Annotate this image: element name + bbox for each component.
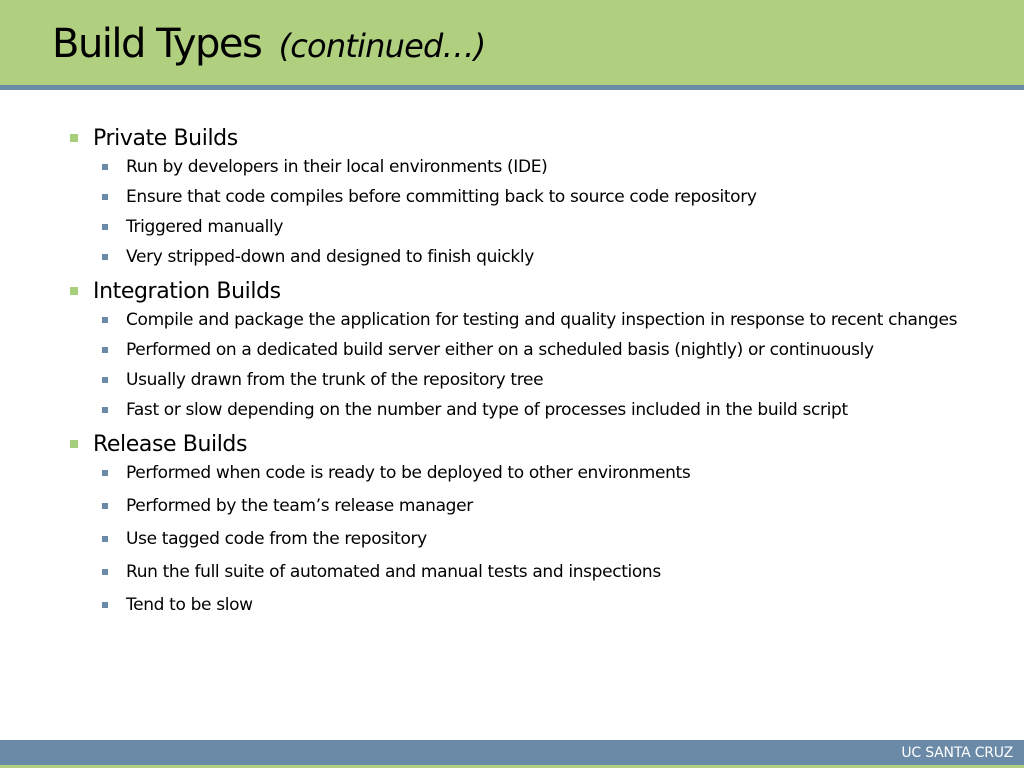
list-item: Ensure that code compiles before committing back to source code repository — [68, 185, 968, 210]
list-item: Run the full suite of automated and manual tests and inspections — [68, 560, 968, 585]
title-subtitle: (continued…) — [278, 27, 486, 65]
square-bullet-icon — [102, 224, 108, 230]
footer-label: UC SANTA CRUZ — [901, 745, 1013, 761]
title-divider — [0, 85, 1024, 90]
list-item: Run by developers in their local environments (IDE) — [68, 155, 968, 180]
square-bullet-icon — [102, 602, 108, 608]
section-heading: Integration Builds — [68, 275, 968, 308]
list-item: Compile and package the application for testing and quality inspection in response to recent changes — [68, 308, 968, 333]
list-item: Performed when code is ready to be deployed to other environments — [68, 461, 968, 486]
section-integration-builds — [68, 275, 968, 423]
bullet-list — [68, 122, 968, 626]
list-item: Triggered manually — [68, 215, 968, 240]
square-bullet-icon — [102, 317, 108, 323]
list-item: Use tagged code from the repository — [68, 527, 968, 552]
title-main: Build Types — [52, 21, 262, 67]
square-bullet-icon — [102, 470, 108, 476]
footer-bar — [0, 740, 1024, 765]
square-bullet-icon — [102, 347, 108, 353]
slide-title — [52, 16, 485, 74]
square-bullet-icon — [102, 503, 108, 509]
square-bullet-icon — [102, 194, 108, 200]
section-private-builds — [68, 122, 968, 270]
list-item: Usually drawn from the trunk of the repository tree — [68, 368, 968, 393]
square-bullet-icon — [70, 287, 78, 295]
square-bullet-icon — [102, 569, 108, 575]
square-bullet-icon — [70, 440, 78, 448]
list-item: Very stripped-down and designed to finish quickly — [68, 245, 968, 270]
section-heading: Private Builds — [68, 122, 968, 155]
square-bullet-icon — [102, 377, 108, 383]
section-release-builds — [68, 428, 968, 618]
list-item: Fast or slow depending on the number and type of processes included in the build script — [68, 398, 968, 423]
square-bullet-icon — [102, 407, 108, 413]
square-bullet-icon — [102, 536, 108, 542]
list-item: Performed on a dedicated build server either on a scheduled basis (nightly) or continuously — [68, 338, 968, 363]
list-item: Performed by the team’s release manager — [68, 494, 968, 519]
square-bullet-icon — [102, 254, 108, 260]
square-bullet-icon — [102, 164, 108, 170]
list-item: Tend to be slow — [68, 593, 968, 618]
square-bullet-icon — [70, 134, 78, 142]
section-heading: Release Builds — [68, 428, 968, 461]
